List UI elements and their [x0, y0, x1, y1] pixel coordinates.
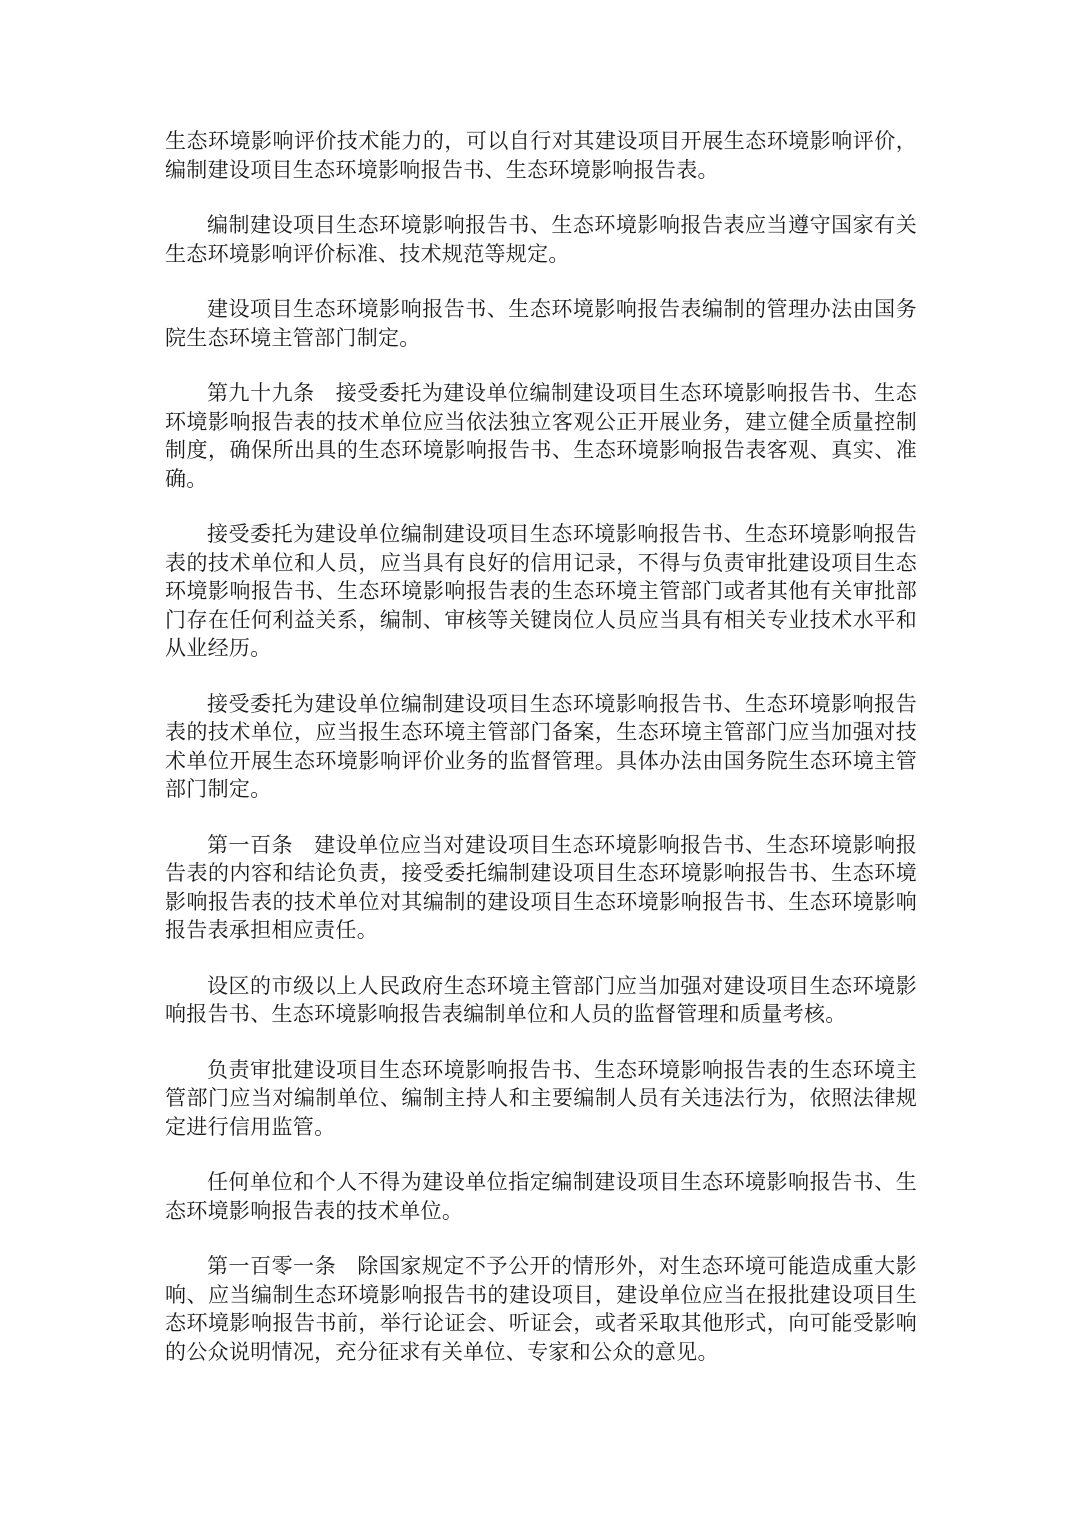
article-99	[165, 379, 917, 493]
paragraph-3	[165, 295, 917, 352]
paragraph-6	[165, 690, 917, 804]
article-number: 第一百条	[207, 832, 294, 857]
paragraph-text: 除国家规定不予公开的情形外，对生态环境可能造成重大影响、应当编制生态环境影响报告书的建设项目，建设单位应当在报批建设项目生态环境影响报告书前，举行论证会、听证会，或者采取其他形式，向可能受影响的公众说明情况，充分征求有关单位、专家和公众的意见。	[165, 1254, 917, 1364]
paragraph-text: 接受委托为建设单位编制建设项目生态环境影响报告书、生态环境影响报告表的技术单位应当依法独立客观公正开展业务，建立健全质量控制制度，确保所出具的生态环境影响报告书、生态环境影响报告表客观、真实、准确。	[165, 381, 917, 491]
paragraph-10	[165, 1168, 917, 1225]
paragraph-text: 负责审批建设项目生态环境影响报告书、生态环境影响报告表的生态环境主管部门应当对编制单位、编制主持人和主要编制人员有关违法行为，依照法律规定进行信用监管。	[165, 1057, 917, 1139]
article-100	[165, 831, 917, 945]
paragraph-1	[165, 127, 917, 184]
paragraph-text: 接受委托为建设单位编制建设项目生态环境影响报告书、生态环境影响报告表的技术单位，应当报生态环境主管部门备案，生态环境主管部门应当加强对技术单位开展生态环境影响评价业务的监督管理。具体办法由国务院生态环境主管部门制定。	[165, 691, 917, 801]
paragraph-text: 编制建设项目生态环境影响报告书、生态环境影响报告表应当遵守国家有关生态环境影响评价标准、技术规范等规定。	[165, 213, 917, 266]
paragraph-9	[165, 1056, 917, 1142]
paragraph-text: 生态环境影响评价技术能力的，可以自行对其建设项目开展生态环境影响评价，编制建设项目生态环境影响报告书、生态环境影响报告表。	[165, 129, 917, 182]
paragraph-2	[165, 211, 917, 268]
document-page	[165, 127, 917, 1393]
paragraph-text: 接受委托为建设单位编制建设项目生态环境影响报告书、生态环境影响报告表的技术单位和人员，应当具有良好的信用记录，不得与负责审批建设项目生态环境影响报告书、生态环境影响报告表的生态环境主管部门或者其他有关审批部门存在任何利益关系，编制、审核等关键岗位人员应当具有相关专业技术水平和从业经历。	[165, 522, 917, 660]
article-101	[165, 1252, 917, 1366]
article-number: 第一百零一条	[207, 1254, 337, 1278]
paragraph-8	[165, 972, 917, 1029]
paragraph-text: 建设单位应当对建设项目生态环境影响报告书、生态环境影响报告表的内容和结论负责，接受委托编制建设项目生态环境影响报告书、生态环境影响报告表的技术单位对其编制的建设项目生态环境影响报告书、生态环境影响报告表承担相应责任。	[165, 832, 917, 942]
paragraph-text: 任何单位和个人不得为建设单位指定编制建设项目生态环境影响报告书、生态环境影响报告表的技术单位。	[165, 1170, 917, 1223]
paragraph-text: 设区的市级以上人民政府生态环境主管部门应当加强对建设项目生态环境影响报告书、生态环境影响报告表编制单位和人员的监督管理和质量考核。	[165, 973, 917, 1026]
paragraph-text: 建设项目生态环境影响报告书、生态环境影响报告表编制的管理办法由国务院生态环境主管部门制定。	[165, 297, 917, 350]
paragraph-5	[165, 520, 917, 663]
article-number: 第九十九条	[207, 381, 315, 405]
